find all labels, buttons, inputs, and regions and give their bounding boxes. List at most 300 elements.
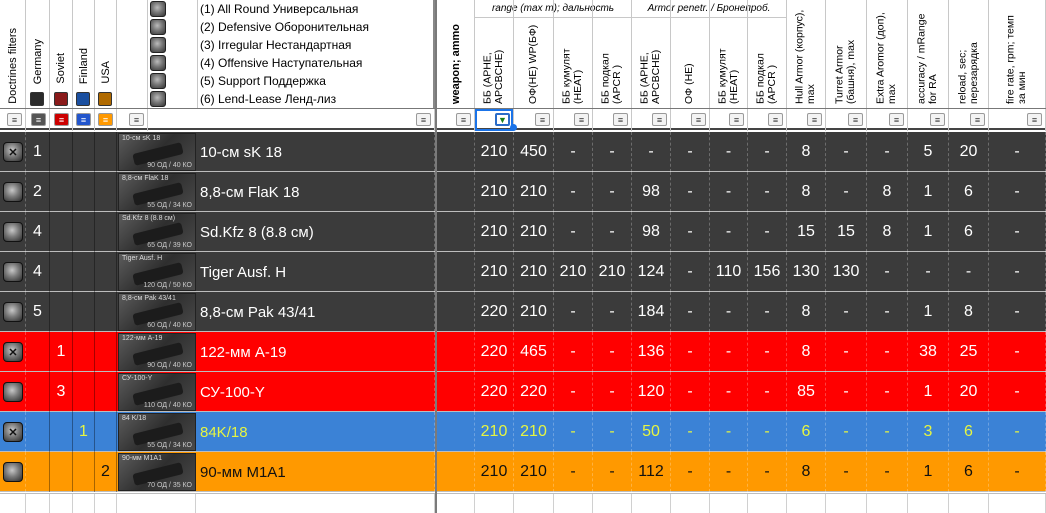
nation-cell <box>50 252 73 292</box>
doctrine-all-round-icon <box>150 1 166 17</box>
unit-thumbnail[interactable] <box>118 413 196 451</box>
thumbnail-title: СУ-100-Y <box>122 375 153 382</box>
doctrine-icon <box>3 262 23 282</box>
stat-value: 136 <box>632 332 671 372</box>
weapon-ammo-cell <box>437 212 475 252</box>
thumbnail-title: 10-см sK 18 <box>122 135 161 142</box>
stat-value: - <box>748 212 787 252</box>
stat-value: 220 <box>475 292 514 332</box>
table-row[interactable] <box>0 452 1046 492</box>
stat-value: - <box>989 452 1046 492</box>
stat-value: - <box>671 332 710 372</box>
stat-value: 15 <box>826 212 867 252</box>
stat-value: - <box>593 172 632 212</box>
weapon-ammo-cell <box>437 292 475 332</box>
empty-cell <box>554 494 593 513</box>
stat-value: 210 <box>514 412 554 452</box>
doctrine-icon: ✕ <box>3 342 23 362</box>
stat-value: 220 <box>475 372 514 412</box>
stat-value: - <box>826 292 867 332</box>
filter-button[interactable]: ≡ <box>807 113 822 126</box>
stat-column-header <box>593 0 632 108</box>
legend-item: (3) Irregular Нестандартная <box>200 38 352 52</box>
stat-value: - <box>710 212 748 252</box>
stat-column-header <box>514 0 554 108</box>
stat-value: 210 <box>514 252 554 292</box>
nation-cell <box>50 292 73 332</box>
nation-cell <box>26 372 50 412</box>
stat-value: 210 <box>475 132 514 172</box>
stat-value: - <box>671 212 710 252</box>
stat-value: - <box>671 412 710 452</box>
stat-value: - <box>826 332 867 372</box>
stat-value: 8 <box>787 332 826 372</box>
thumbnail-title: Tiger Ausf. H <box>122 255 163 262</box>
nation-cell: 2 <box>95 452 117 492</box>
unit-name: 122-мм А-19 <box>196 332 435 372</box>
doctrine-icon <box>3 222 23 242</box>
stat-value: - <box>554 452 593 492</box>
stat-value: 184 <box>632 292 671 332</box>
filter-button[interactable]: ≡ <box>613 113 628 126</box>
doctrine-cell <box>0 412 26 452</box>
empty-cell <box>593 494 632 513</box>
stat-value: 50 <box>632 412 671 452</box>
empty-cell <box>0 494 26 513</box>
filter-button[interactable]: ≡ <box>129 113 144 126</box>
thumbnail-cost: 65 ОД / 39 КО <box>147 242 192 249</box>
doctrine-cell <box>0 132 26 172</box>
nation-cell <box>50 452 73 492</box>
empty-cell <box>26 494 50 513</box>
stat-value: - <box>554 372 593 412</box>
stat-value: - <box>989 292 1046 332</box>
legend-item: (1) All Round Универсальная <box>200 2 359 16</box>
filter-button[interactable]: ≡ <box>31 113 46 126</box>
stat-value: 210 <box>554 252 593 292</box>
nation-cell <box>26 452 50 492</box>
nation-cell <box>73 132 95 172</box>
stat-value: - <box>593 132 632 172</box>
nation-cell <box>95 212 117 252</box>
doctrine-cell <box>0 212 26 252</box>
stat-value: - <box>949 252 989 292</box>
stat-value: - <box>748 372 787 412</box>
empty-cell <box>632 494 671 513</box>
doctrine-cell <box>0 252 26 292</box>
empty-cell <box>710 494 748 513</box>
stat-value: 6 <box>949 452 989 492</box>
stat-value: 210 <box>475 212 514 252</box>
unit-thumbnail[interactable] <box>118 133 196 171</box>
unit-name: Sd.Kfz 8 (8.8 см) <box>196 212 435 252</box>
stat-value: - <box>710 132 748 172</box>
empty-cell <box>50 494 73 513</box>
doctrine-cell <box>0 332 26 372</box>
filter-button[interactable]: ≡ <box>416 113 431 126</box>
stat-value: - <box>908 252 949 292</box>
stat-value: 8 <box>787 172 826 212</box>
stat-column-label: ББ (АРНЕ, APCBCHE) <box>481 49 505 104</box>
weapon-ammo-cell <box>437 332 475 372</box>
stat-value: 20 <box>949 372 989 412</box>
nation-cell <box>73 172 95 212</box>
filter-button[interactable]: ≡ <box>930 113 945 126</box>
stat-value: 220 <box>475 332 514 372</box>
nation-cell: 1 <box>26 132 50 172</box>
stat-value: - <box>593 292 632 332</box>
nation-label-soviet: Soviet <box>54 53 67 84</box>
filter-button[interactable]: ≡ <box>76 113 91 126</box>
stat-column-header <box>554 0 593 108</box>
stat-value: 110 <box>710 252 748 292</box>
stat-value: 20 <box>949 132 989 172</box>
data-table <box>0 132 1046 492</box>
stat-value: 210 <box>475 252 514 292</box>
filter-button[interactable]: ≡ <box>768 113 783 126</box>
stat-value: - <box>554 292 593 332</box>
stat-value: 156 <box>748 252 787 292</box>
usa-flag-icon <box>98 92 112 106</box>
stat-column-header <box>748 0 787 108</box>
stat-value: - <box>989 212 1046 252</box>
stat-value: - <box>710 372 748 412</box>
nation-cell: 1 <box>73 412 95 452</box>
stat-value: - <box>989 412 1046 452</box>
stat-value: 210 <box>475 452 514 492</box>
thumbnail-title: 90-мм M1A1 <box>122 455 162 462</box>
thumbnail-cost: 55 ОД / 34 КО <box>147 202 192 209</box>
stat-value: - <box>748 452 787 492</box>
armor-group-header: Armor penetr. / Бронепроб. <box>632 0 787 18</box>
thumbnail-title: Sd.Kfz 8 (8.8 см) <box>122 215 176 222</box>
stat-value: - <box>867 132 908 172</box>
thumbnail-cost: 110 ОД / 40 КО <box>143 402 192 409</box>
empty-cell <box>117 494 196 513</box>
stat-value: - <box>710 412 748 452</box>
filter-button[interactable]: ≡ <box>98 113 113 126</box>
stat-value: 210 <box>475 172 514 212</box>
stat-value: - <box>671 452 710 492</box>
weapon-ammo-header <box>437 0 475 108</box>
stat-value: - <box>989 132 1046 172</box>
stat-value: 210 <box>475 412 514 452</box>
filter-button[interactable]: ≡ <box>574 113 589 126</box>
empty-cell <box>196 494 435 513</box>
frozen-pane-divider <box>435 0 437 513</box>
legend-item: (4) Offensive Наступательная <box>200 56 363 70</box>
filter-button[interactable]: ≡ <box>848 113 863 126</box>
stat-value: - <box>554 412 593 452</box>
stat-value: 25 <box>949 332 989 372</box>
doctrine-icon <box>3 182 23 202</box>
stat-value: - <box>989 252 1046 292</box>
selection-handle[interactable] <box>510 124 517 131</box>
table-row[interactable] <box>0 372 1046 412</box>
nation-cell: 5 <box>26 292 50 332</box>
thumbnail-cost: 120 ОД / 50 КО <box>143 282 192 289</box>
thumbnail-title: 8,8-см Pak 43/41 <box>122 295 176 302</box>
doctrine-legend <box>148 0 435 108</box>
doctrine-icon: ✕ <box>3 422 23 442</box>
stat-value: 210 <box>514 452 554 492</box>
stat-value: - <box>867 372 908 412</box>
empty-cell <box>867 494 908 513</box>
legend-item: (5) Support Поддержка <box>200 74 326 88</box>
nation-cell <box>73 452 95 492</box>
empty-cell <box>826 494 867 513</box>
nation-cell <box>50 172 73 212</box>
stat-value: 38 <box>908 332 949 372</box>
table-row[interactable] <box>0 292 1046 332</box>
doctrine-filters-header <box>0 0 26 108</box>
stat-column-header <box>826 0 867 108</box>
empty-cell <box>787 494 826 513</box>
stat-column-label: ОФ(НЕ) WP(БФ) <box>526 24 539 104</box>
stat-value: 220 <box>514 372 554 412</box>
doctrine-icon <box>3 462 23 482</box>
doctrine-irregular-icon <box>150 37 166 53</box>
filter-button[interactable]: ≡ <box>7 113 22 126</box>
stat-value: - <box>748 132 787 172</box>
stat-value: 8 <box>787 292 826 332</box>
filter-button[interactable]: ≡ <box>691 113 706 126</box>
empty-cell <box>95 494 117 513</box>
nation-cell <box>73 292 95 332</box>
stat-column-label: fire rate, rpm; темп за мин <box>1004 15 1028 104</box>
stat-column-header <box>949 0 989 108</box>
stat-value: 124 <box>632 252 671 292</box>
stat-column-header <box>787 0 826 108</box>
stat-value: 1 <box>908 372 949 412</box>
stat-column-header <box>475 0 514 108</box>
stat-value: - <box>710 292 748 332</box>
stat-column-label: accuracy / mRange for RA <box>915 13 939 104</box>
nation-cell <box>95 332 117 372</box>
stat-value: - <box>748 412 787 452</box>
stat-column-label: ББ (АРНЕ, APCBCHE) <box>638 49 662 104</box>
empty-row <box>0 493 1046 513</box>
doctrine-icon <box>3 302 23 322</box>
stat-column-header <box>632 0 671 108</box>
unit-name: 90-мм M1A1 <box>196 452 435 492</box>
stat-value: - <box>989 372 1046 412</box>
thumbnail-header <box>117 0 148 108</box>
nation-cell: 4 <box>26 252 50 292</box>
stat-value: - <box>867 412 908 452</box>
stat-value: 6 <box>949 212 989 252</box>
weapon-ammo-cell <box>437 372 475 412</box>
stat-value: - <box>989 172 1046 212</box>
thumbnail-cost: 90 ОД / 40 КО <box>147 162 192 169</box>
table-header <box>0 0 1046 108</box>
unit-name: 8,8-см Pak 43/41 <box>196 292 435 332</box>
stat-value: 1 <box>908 452 949 492</box>
doctrine-icon-column <box>148 0 198 108</box>
table-row[interactable] <box>0 212 1046 252</box>
stat-column-header <box>908 0 949 108</box>
active-filter-button[interactable]: ▼ <box>495 113 510 126</box>
range-group-header: range (max m); дальность <box>475 0 632 18</box>
soviet-flag-icon <box>54 92 68 106</box>
weapon-ammo-cell <box>437 132 475 172</box>
stat-value: - <box>826 412 867 452</box>
filter-button[interactable]: ≡ <box>1027 113 1042 126</box>
nation-cell: 1 <box>50 332 73 372</box>
stat-column-label: Turret Armor (башня), max <box>833 39 857 104</box>
stat-value: - <box>671 372 710 412</box>
nation-cell <box>50 412 73 452</box>
stat-value: 8 <box>787 452 826 492</box>
stat-value: - <box>554 132 593 172</box>
empty-cell <box>748 494 787 513</box>
table-row[interactable] <box>0 412 1046 452</box>
table-row[interactable] <box>0 172 1046 212</box>
stat-value: 210 <box>514 212 554 252</box>
unit-thumbnail[interactable] <box>118 293 196 331</box>
unit-thumbnail[interactable] <box>118 173 196 211</box>
stat-value: - <box>989 332 1046 372</box>
unit-thumbnail[interactable] <box>118 453 196 491</box>
stat-value: - <box>593 372 632 412</box>
stat-value: - <box>867 332 908 372</box>
doctrine-icon: ✕ <box>3 142 23 162</box>
stat-value: 1 <box>908 292 949 332</box>
doctrine-icon <box>3 382 23 402</box>
stat-value: 130 <box>826 252 867 292</box>
stat-value: - <box>748 292 787 332</box>
stat-column-header <box>671 0 710 108</box>
stat-value: 465 <box>514 332 554 372</box>
nation-cell <box>95 292 117 332</box>
empty-cell <box>671 494 710 513</box>
nation-header-finland <box>73 0 95 108</box>
stat-value: - <box>671 252 710 292</box>
unit-name: 84K/18 <box>196 412 435 452</box>
stat-value: - <box>867 292 908 332</box>
nation-label-germany: Germany <box>31 38 44 84</box>
stat-value: 112 <box>632 452 671 492</box>
filter-button[interactable]: ≡ <box>889 113 904 126</box>
stat-column-label: Hull Armor (корпус), max <box>793 9 817 104</box>
stat-value: - <box>748 172 787 212</box>
unit-thumbnail[interactable] <box>118 333 196 371</box>
empty-cell <box>949 494 989 513</box>
unit-name: 10-см sK 18 <box>196 132 435 172</box>
doctrine-lend-lease-icon <box>150 91 166 107</box>
empty-cell <box>475 494 514 513</box>
doctrine-filters-label: Doctrines filters <box>6 28 19 104</box>
stat-value: - <box>748 332 787 372</box>
stat-value: - <box>554 172 593 212</box>
thumbnail-cost: 60 ОД / 40 КО <box>147 322 192 329</box>
empty-cell <box>989 494 1046 513</box>
stat-value: 210 <box>514 172 554 212</box>
filter-button[interactable]: ≡ <box>970 113 985 126</box>
stat-column-header <box>989 0 1046 108</box>
stat-value: 8 <box>867 212 908 252</box>
nation-cell <box>50 132 73 172</box>
empty-cell <box>73 494 95 513</box>
stat-value: 8 <box>949 292 989 332</box>
stat-value: - <box>867 252 908 292</box>
filter-button[interactable]: ≡ <box>729 113 744 126</box>
doctrine-cell <box>0 292 26 332</box>
stat-value: 450 <box>514 132 554 172</box>
stat-value: - <box>593 332 632 372</box>
stat-value: 98 <box>632 212 671 252</box>
thumbnail-cost: 70 ОД / 35 КО <box>147 482 192 489</box>
stat-value: - <box>826 372 867 412</box>
filter-button[interactable]: ≡ <box>54 113 69 126</box>
stat-value: - <box>554 332 593 372</box>
table-row[interactable] <box>0 252 1046 292</box>
stat-value: - <box>710 172 748 212</box>
selected-filter-cell[interactable] <box>475 109 513 131</box>
nation-header-germany <box>26 0 50 108</box>
weapon-ammo-cell <box>437 172 475 212</box>
unit-name: СУ-100-Y <box>196 372 435 412</box>
stat-column-label: ББ кумулят (HEAT) <box>560 48 584 104</box>
stat-column-label: ББ подкал (APCR ) <box>599 53 623 104</box>
nation-cell <box>73 212 95 252</box>
stat-value: 98 <box>632 172 671 212</box>
nation-cell: 3 <box>50 372 73 412</box>
stat-value: - <box>554 212 593 252</box>
stat-column-header <box>867 0 908 108</box>
nation-cell <box>26 332 50 372</box>
stat-value: - <box>593 452 632 492</box>
unit-thumbnail[interactable] <box>118 253 196 291</box>
unit-thumbnail[interactable] <box>118 373 196 411</box>
filter-button[interactable]: ≡ <box>456 113 471 126</box>
table-row[interactable] <box>0 332 1046 372</box>
nation-cell <box>73 372 95 412</box>
nation-cell: 2 <box>26 172 50 212</box>
nation-cell: 4 <box>26 212 50 252</box>
finland-flag-icon <box>76 92 90 106</box>
filter-cell <box>148 109 435 131</box>
filter-button[interactable]: ≡ <box>535 113 550 126</box>
empty-cell <box>437 494 475 513</box>
nation-cell <box>95 172 117 212</box>
legend-item: (6) Lend-Lease Ленд-лиз <box>200 92 337 106</box>
empty-cell <box>514 494 554 513</box>
nation-cell <box>73 252 95 292</box>
stat-value: - <box>826 452 867 492</box>
stat-value: 3 <box>908 412 949 452</box>
nation-cell <box>73 332 95 372</box>
nation-label-usa: USA <box>99 61 112 84</box>
doctrine-support-icon <box>150 73 166 89</box>
stat-column-label: Extra Aromor (доп), max <box>874 12 898 104</box>
thumbnail-title: 8,8-см FlaK 18 <box>122 175 169 182</box>
weapon-ammo-label: weapon; ammo <box>449 23 462 104</box>
unit-thumbnail[interactable] <box>118 213 196 251</box>
stat-value: 15 <box>787 212 826 252</box>
stat-value: 85 <box>787 372 826 412</box>
nation-cell <box>50 212 73 252</box>
filter-button[interactable]: ≡ <box>652 113 667 126</box>
stat-column-label: ББ подкал (APCR ) <box>754 53 778 104</box>
stat-value: - <box>671 172 710 212</box>
weapon-ammo-cell <box>437 252 475 292</box>
stat-value: - <box>826 132 867 172</box>
stat-value: 210 <box>593 252 632 292</box>
nation-header-usa <box>95 0 117 108</box>
stat-value: 130 <box>787 252 826 292</box>
table-row[interactable] <box>0 132 1046 172</box>
